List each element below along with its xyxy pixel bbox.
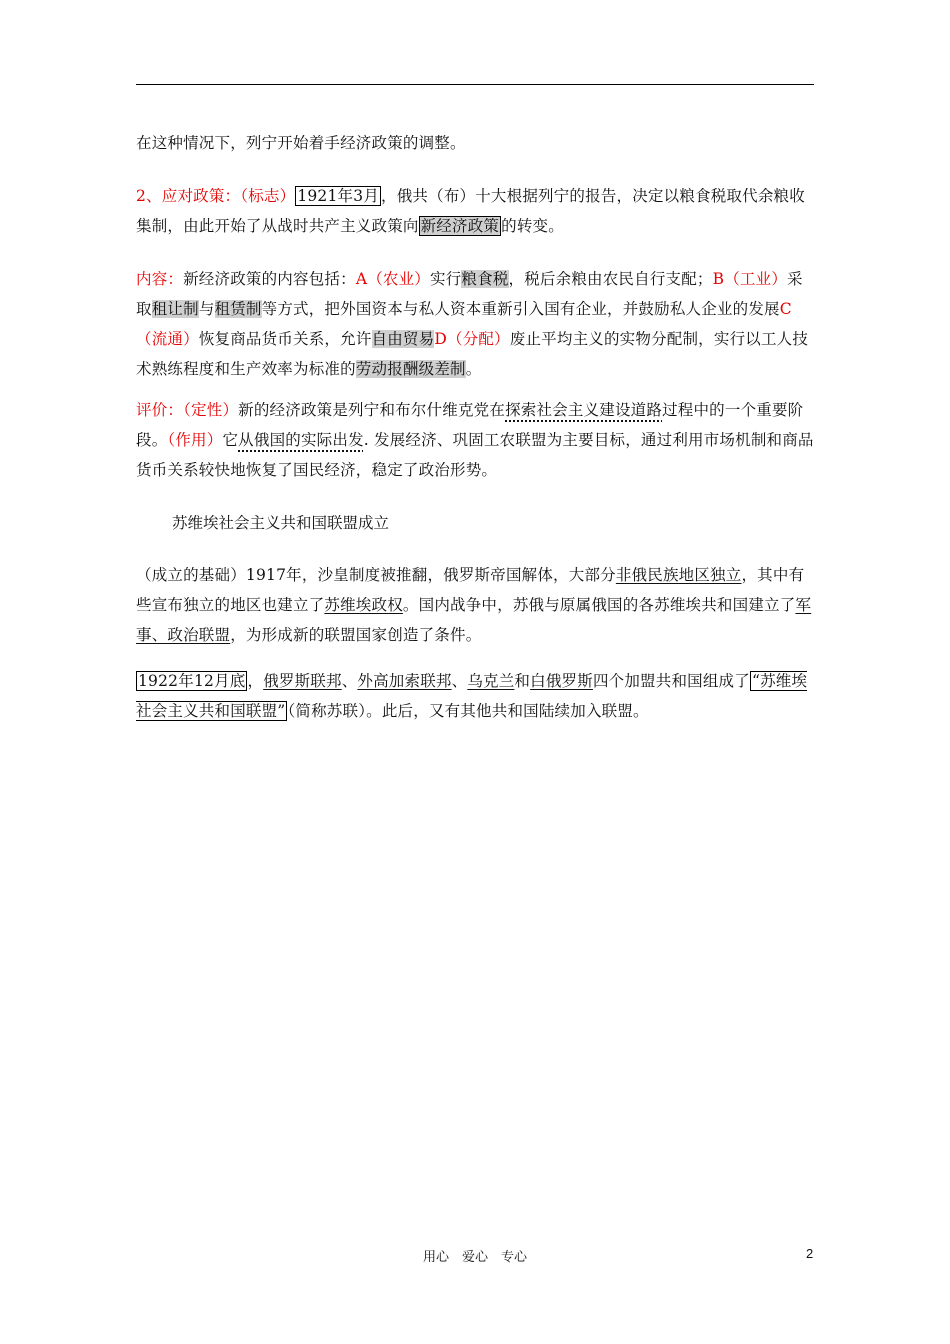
content-label: 内容： bbox=[136, 270, 184, 288]
basis-paragraph: （成立的基础）1917年，沙皇制度被推翻，俄罗斯帝国解体，大部分非俄民族地区独立，其中有些宣布独立的地区也建立了苏维埃政权。国内战争中，苏俄与原属俄国的各苏维埃共和国建立了军事、政治联盟，为形成新的联盟国家创造了条件。 bbox=[136, 566, 812, 644]
founding-republic-2: 外高加索联邦 bbox=[357, 672, 452, 690]
founding-date: 1922年12月底 bbox=[138, 672, 246, 690]
content-d-label: D（分配） bbox=[434, 330, 510, 348]
evaluation-paragraph: 评价：（定性）新的经济政策是列宁和布尔什维克党在探索社会主义建设道路过程中的一个重要阶段。（作用）它从俄国的实际出发. 发展经济、巩固工农联盟为主要目标，通过利用市场机制和商品货币关系较快地恢复了国民经济，稳定了政治形势。 bbox=[136, 401, 814, 479]
page-number: 2 bbox=[806, 1246, 814, 1261]
evaluation-role-label: （作用） bbox=[167, 431, 223, 449]
content-b-term2: 租赁制 bbox=[214, 300, 262, 318]
content-d-term: 劳动报酬级差制 bbox=[355, 360, 466, 378]
content-c-label: C（流通） bbox=[136, 300, 792, 348]
basis-underline-3: 军事、政治联盟 bbox=[136, 596, 812, 644]
section-heading: 苏维埃社会主义共和国联盟成立 bbox=[172, 514, 390, 532]
content-c-term: 自由贸易 bbox=[371, 330, 435, 348]
content-b-label: B（工业） bbox=[712, 270, 788, 288]
content-b-term1: 租让制 bbox=[151, 300, 199, 318]
policy-term: 新经济政策 bbox=[420, 217, 500, 235]
evaluation-emphasis-2: 从俄国的实际出发 bbox=[238, 431, 364, 449]
policy-paragraph: 2、应对政策：（标志） 1921年3月 ，俄共（布）十大根据列宁的报告，决定以粮食税取代余粮收集制，由此开始了从战时共产主义政策向 新经济政策 的转变。 bbox=[136, 187, 805, 235]
evaluation-label: 评价：（定性） bbox=[136, 401, 239, 419]
content-a-label: A（农业） bbox=[355, 270, 431, 288]
policy-date: 1921年3月 bbox=[297, 187, 380, 205]
basis-underline-1: 非俄民族地区独立 bbox=[615, 566, 742, 584]
evaluation-emphasis-1: 探索社会主义建设道路 bbox=[505, 401, 663, 419]
founding-republic-1: 俄罗斯联邦 bbox=[263, 672, 342, 690]
footer-text: 用心 爱心 专心 bbox=[422, 1250, 527, 1265]
founding-republic-3: 乌克兰 bbox=[467, 672, 515, 690]
header-rule bbox=[136, 84, 814, 85]
basis-underline-2: 苏维埃政权 bbox=[324, 596, 403, 614]
founding-republic-4: 白俄罗斯 bbox=[530, 672, 593, 690]
founding-union-name: “苏维埃社会主义共和国联盟” bbox=[136, 672, 808, 720]
intro-paragraph: 在这种情况下，列宁开始着手经济政策的调整。 bbox=[136, 134, 466, 152]
policy-label: 2、应对政策：（标志） bbox=[136, 187, 296, 205]
founding-paragraph: 1922年12月底 ，俄罗斯联邦、外高加索联邦、乌克兰和白俄罗斯四个加盟共和国组成了 “苏维埃社会主义共和国联盟” （简称苏联）。此后，又有其他共和国陆续加入联盟。 bbox=[136, 672, 808, 720]
content-a-term: 粮食税 bbox=[461, 270, 509, 288]
content-paragraph: 内容：新经济政策的内容包括：A（农业）实行粮食税，税后余粮由农民自行支配；B（工业）采取租让制与租赁制等方式，把外国资本与私人资本重新引入国有企业，并鼓励私人企业的发展C（流通）恢复商品货币关系，允许自由贸易D（分配）废止平均主义的实物分配制，实行以工人技术熟练程度和生产效率为标准的劳动报酬级差制。 bbox=[136, 270, 809, 378]
